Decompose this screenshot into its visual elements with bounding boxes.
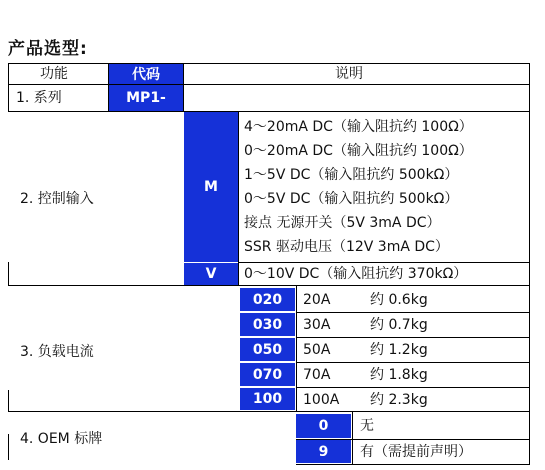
load-code-050: 050 bbox=[240, 338, 295, 361]
control-m-item-2: 0～20mA DC（输入阻抗约 100Ω） bbox=[244, 143, 473, 159]
series-bottom-border bbox=[8, 111, 530, 112]
control-m-item-5: 接点 无源开关（5V 3mA DC） bbox=[244, 215, 441, 231]
load-current-050: 50A bbox=[303, 342, 331, 358]
load-left-border bbox=[8, 390, 9, 412]
load-current-020: 20A bbox=[303, 292, 331, 308]
table-right-border bbox=[529, 63, 530, 465]
control-m-item-6: SSR 驱动电压（12V 3mA DC） bbox=[244, 239, 449, 255]
load-row-line-2 bbox=[296, 337, 530, 338]
header-desc: 说明 bbox=[335, 66, 363, 82]
load-current-070: 70A bbox=[303, 367, 331, 383]
load-row-line-4 bbox=[296, 387, 530, 388]
m-v-separator bbox=[238, 262, 530, 263]
page-title: 产品选型: bbox=[8, 39, 88, 59]
control-bottom-border bbox=[8, 285, 530, 286]
load-label: 3. 负载电流 bbox=[20, 344, 94, 360]
load-bottom-border bbox=[8, 411, 530, 412]
col-sep-code bbox=[183, 63, 184, 112]
load-code-070: 070 bbox=[240, 363, 295, 386]
control-v-item: 0～10V DC（输入阻抗约 370kΩ） bbox=[244, 266, 468, 282]
header-func: 功能 bbox=[40, 66, 68, 82]
load-row-line-1 bbox=[296, 312, 530, 313]
load-code-030: 030 bbox=[240, 313, 295, 336]
control-left-border bbox=[8, 262, 9, 286]
table-bottom-border bbox=[296, 464, 530, 465]
load-current-030: 30A bbox=[303, 317, 331, 333]
load-weight-050: 约 1.2kg bbox=[370, 342, 428, 358]
load-code-100: 100 bbox=[240, 388, 295, 410]
table-top-border bbox=[8, 63, 530, 64]
header-code: 代码 bbox=[109, 64, 183, 84]
oem-code-0: 0 bbox=[296, 414, 351, 438]
load-weight-020: 约 0.6kg bbox=[370, 292, 428, 308]
load-current-100: 100A bbox=[303, 392, 340, 408]
load-code-020: 020 bbox=[240, 288, 295, 311]
control-m-item-3: 1～5V DC（输入阻抗约 500kΩ） bbox=[244, 167, 459, 183]
table-left-border bbox=[8, 63, 9, 112]
oem-left-border bbox=[8, 434, 9, 460]
load-col-sep bbox=[296, 286, 297, 412]
control-code-v: V bbox=[184, 263, 238, 285]
series-label: 1. 系列 bbox=[16, 90, 62, 106]
control-m-item-1: 4～20mA DC（输入阻抗约 100Ω） bbox=[244, 119, 473, 135]
control-code-m: M bbox=[184, 112, 238, 262]
oem-text-9: 有（需提前声明） bbox=[360, 444, 472, 460]
load-weight-030: 约 0.7kg bbox=[370, 317, 428, 333]
load-row-line-3 bbox=[296, 362, 530, 363]
oem-code-9: 9 bbox=[296, 440, 351, 463]
series-code: MP1- bbox=[109, 85, 183, 111]
load-weight-070: 约 1.8kg bbox=[370, 367, 428, 383]
oem-text-0: 无 bbox=[360, 418, 374, 434]
oem-label: 4. OEM 标牌 bbox=[20, 431, 103, 447]
header-bottom-border bbox=[8, 84, 530, 85]
control-label: 2. 控制输入 bbox=[20, 191, 94, 207]
col-sep-control bbox=[238, 112, 239, 286]
load-weight-100: 约 2.3kg bbox=[370, 392, 428, 408]
control-m-item-4: 0～5V DC（输入阻抗约 500kΩ） bbox=[244, 191, 459, 207]
